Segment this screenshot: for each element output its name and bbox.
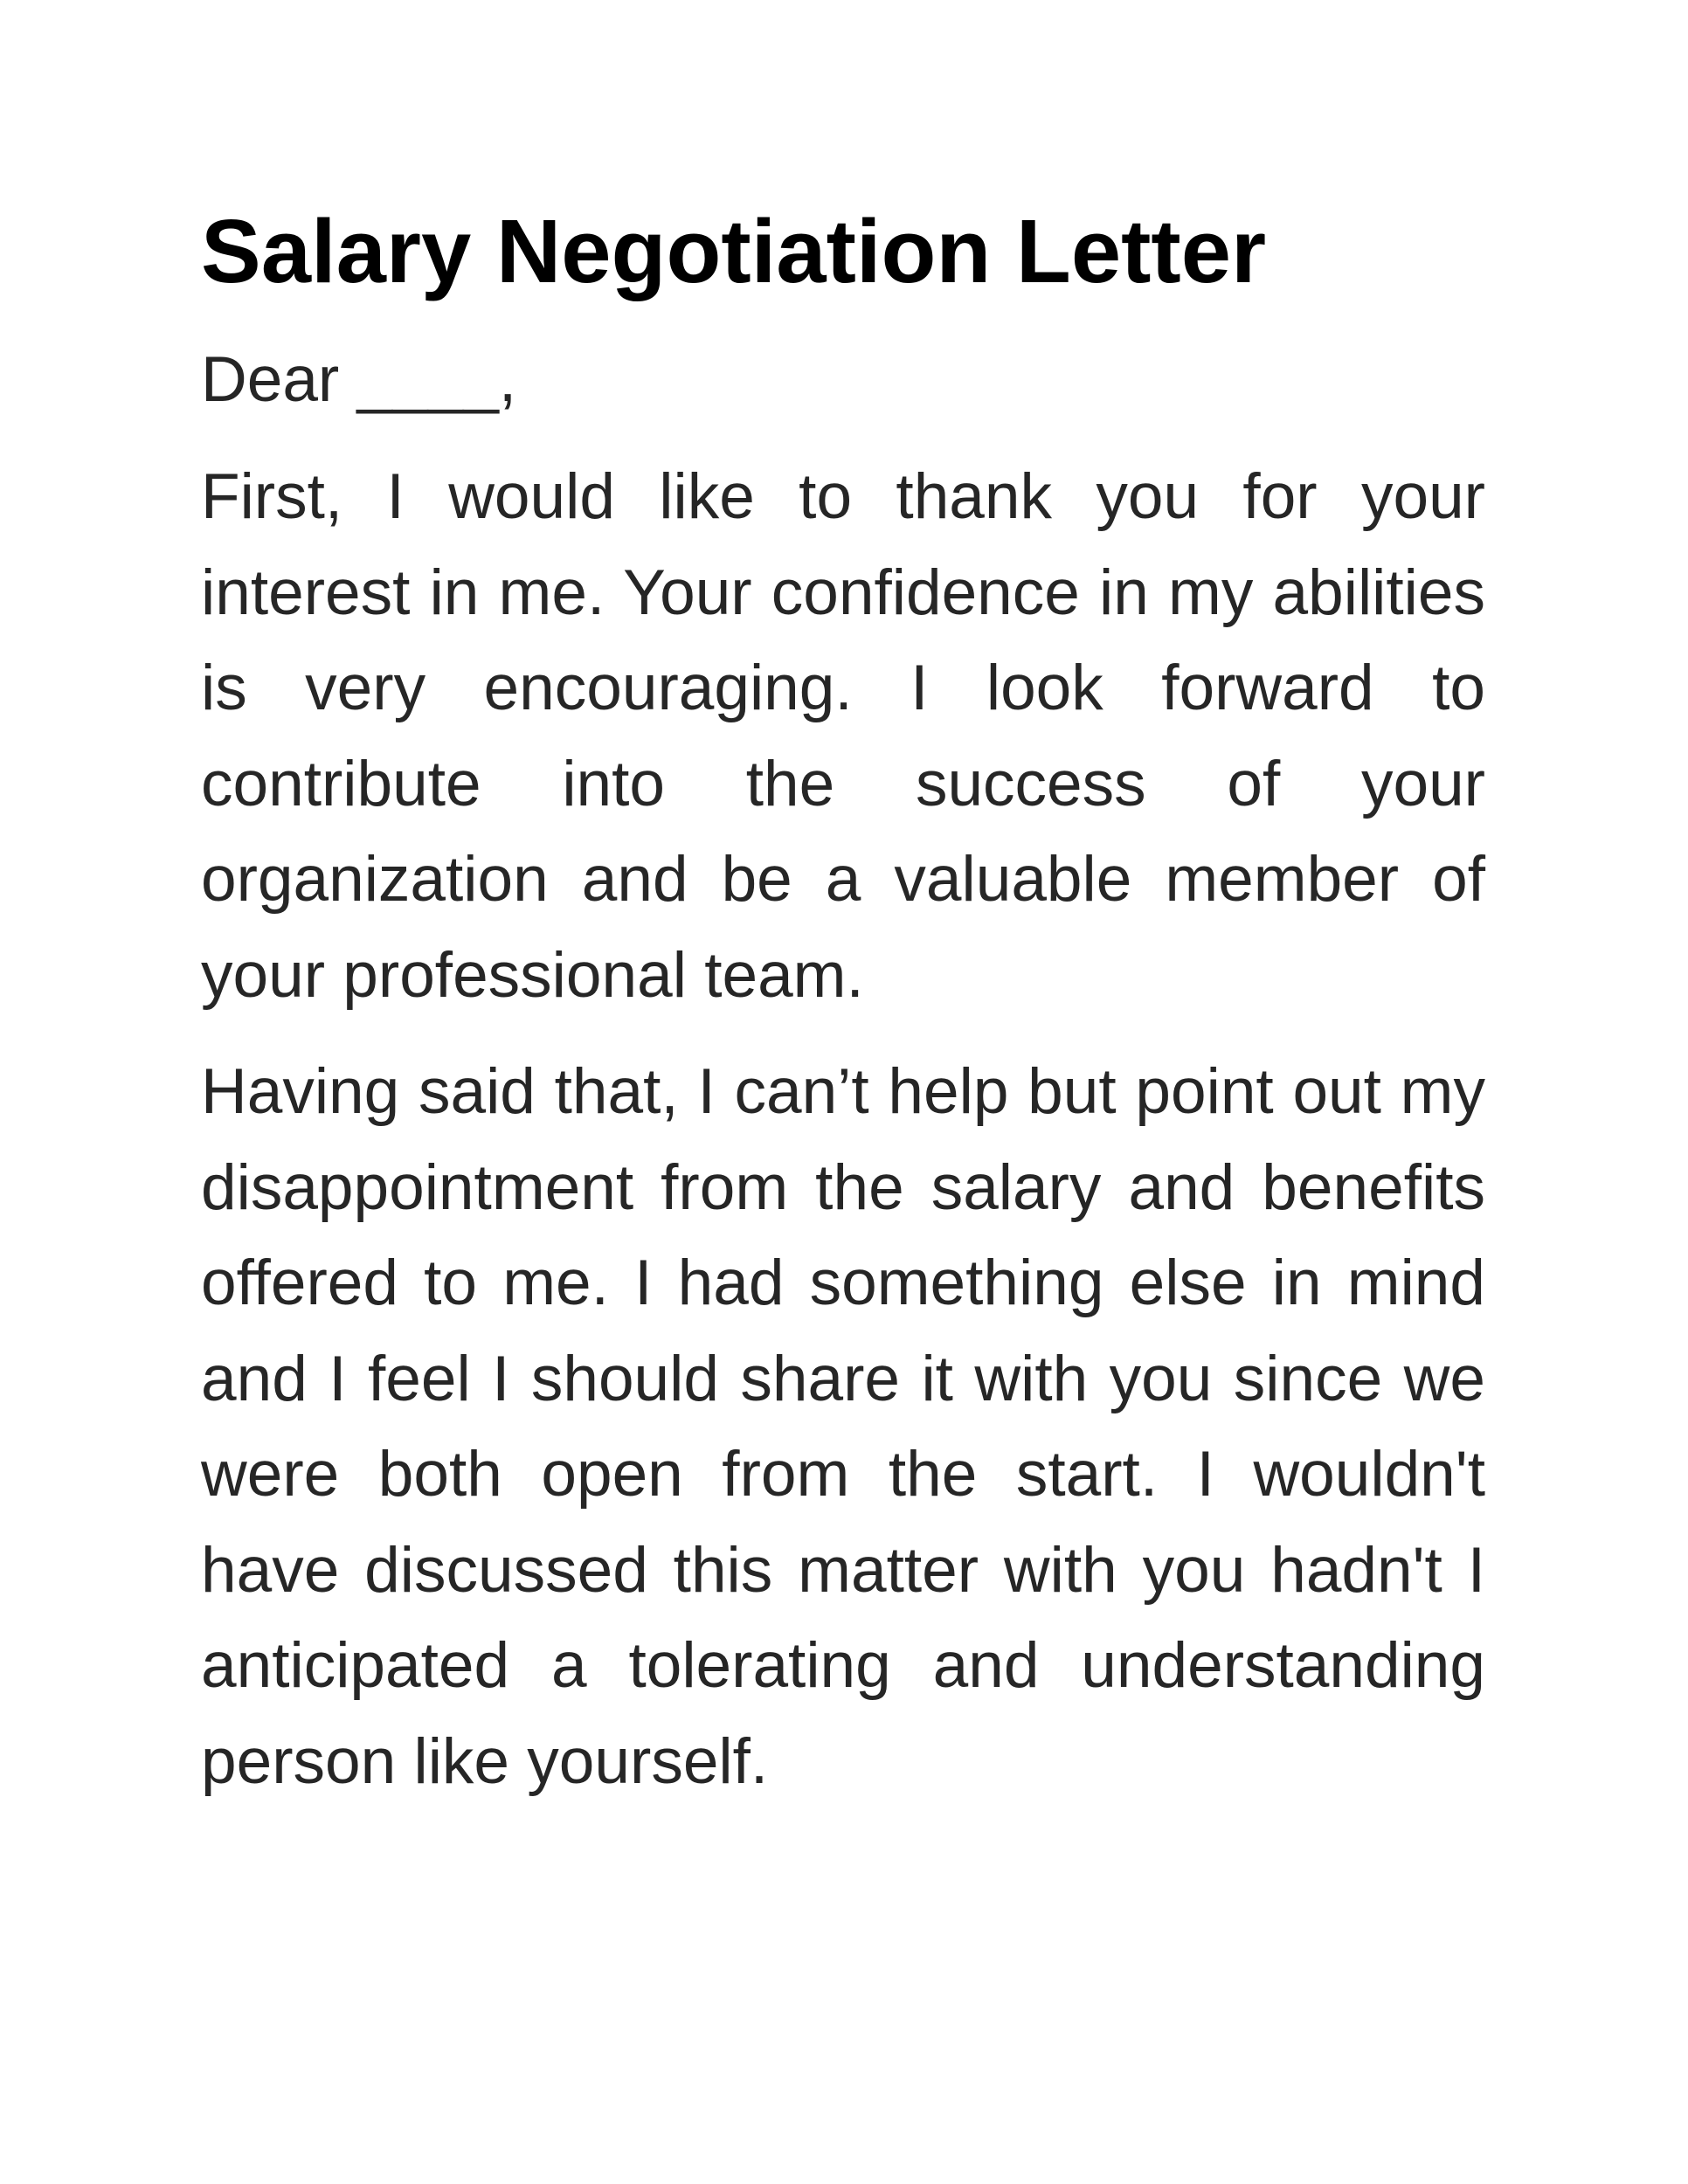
letter-salutation: Dear ____,	[201, 344, 517, 415]
letter-paragraph-1: First, I would like to thank you for your interest in me. Your confidence in my abilities is very encouraging. I look forward to contribute into the success of your organization and be a valuable member of your professional team.	[201, 461, 1485, 1011]
letter-paragraph-2: Having said that, I can’t help but point out my disappointment from the salary and benefits offered to me. I had something else in mind and I feel I should share it with you since we were both open from the start. I wouldn't have discussed this matter with you hadn't I anticipated a tolerating and understanding person like yourself.	[201, 1056, 1485, 1797]
letter-title: Salary Negotiation Letter	[201, 201, 1267, 301]
letter-content	[201, 197, 1485, 1809]
